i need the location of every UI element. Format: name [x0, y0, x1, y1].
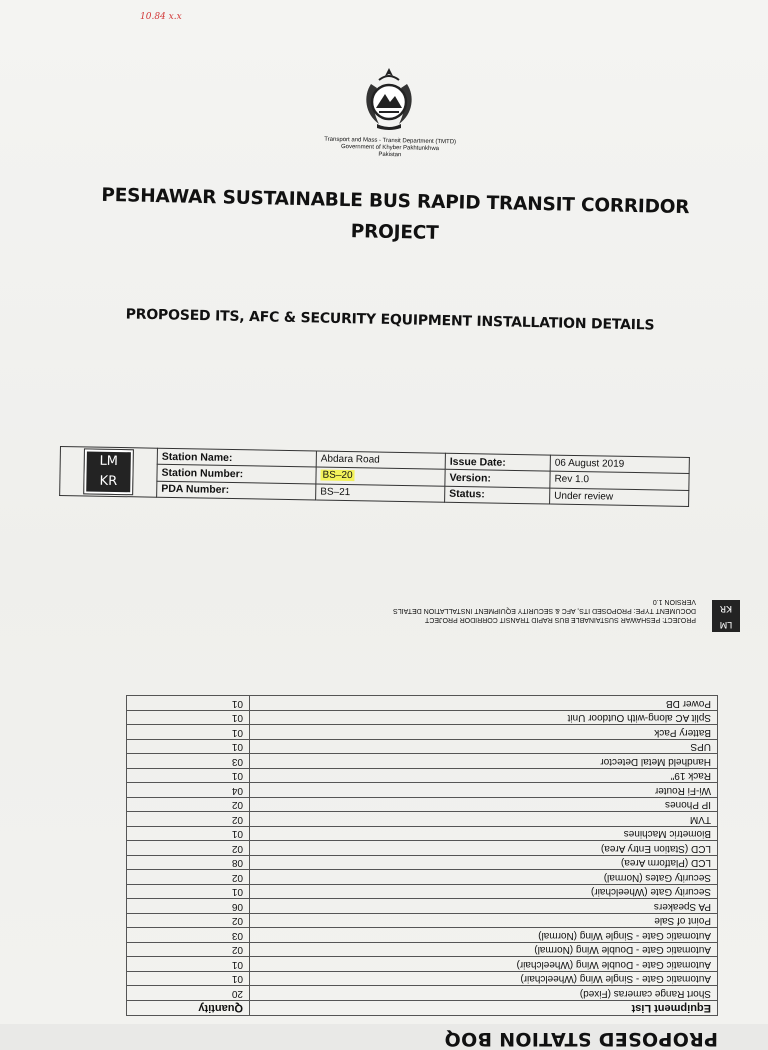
table-row — [127, 899, 718, 914]
equipment-cell: Point of Sale — [250, 914, 718, 929]
issue-date-label: Issue Date: — [445, 453, 550, 471]
equipment-cell: Biometric Machines — [250, 827, 718, 842]
quantity-cell: 02 — [127, 798, 250, 813]
equipment-cell: Split AC along-with Outdoor Unit — [250, 711, 718, 726]
version-value: Rev 1.0 — [550, 471, 689, 490]
station-info-table — [59, 446, 690, 519]
equipment-cell: Security Gate (Wheelchair) — [250, 885, 718, 900]
table-row — [127, 696, 718, 711]
equipment-cell: Short Range cameras (Fixed) — [250, 986, 718, 1001]
department-caption: Transport and Mass - Transit Department (TMTD) Government of Khyber Pakhtunkhwa Pakistan — [324, 136, 457, 159]
equipment-cell: UPS — [250, 740, 718, 755]
boq-title: PROPOSED STATION BOQ — [444, 1028, 718, 1050]
quantity-cell: 01 — [127, 827, 250, 842]
status-value: Under review — [550, 488, 689, 507]
quantity-cell: 01 — [127, 740, 250, 755]
quantity-cell: 01 — [127, 769, 250, 784]
table-row — [127, 986, 718, 1001]
pda-number-value: BS–21 — [316, 484, 445, 503]
quantity-cell: 04 — [127, 783, 250, 798]
station-name-value: Abdara Road — [316, 451, 445, 470]
table-row — [127, 885, 718, 900]
table-row — [127, 783, 718, 798]
pda-number-label: PDA Number: — [157, 481, 316, 500]
table-row — [127, 870, 718, 885]
table-row — [127, 943, 718, 958]
equipment-cell: Automatic Gate - Single Wing (Normal) — [250, 928, 718, 943]
quantity-cell: 02 — [127, 841, 250, 856]
table-row — [127, 725, 718, 740]
equipment-cell: Battery Pack — [250, 725, 718, 740]
quantity-cell: 03 — [127, 754, 250, 769]
lmkr-small-logo: LM KR — [712, 600, 740, 632]
table-row — [127, 928, 718, 943]
table-row — [127, 769, 718, 784]
table-row — [127, 827, 718, 842]
table-row — [127, 856, 718, 871]
quantity-cell: 01 — [127, 957, 250, 972]
boq-table — [126, 696, 718, 1017]
quantity-cell: 02 — [127, 914, 250, 929]
boq-page-header: PROJECT: PESHAWAR SUSTAINABLE BUS RAPID TRANSIT CORRIDOR PROJECT DOCUMENT TYPE: PROPOSED ITS, AFC & SECURITY EQUIPMENT INSTALLATION DETAILS VERSION 1.0 — [393, 598, 696, 623]
equipment-cell: Handheld Metal Detector — [250, 754, 718, 769]
equipment-cell: Wi-Fi Router — [250, 783, 718, 798]
quantity-cell: 02 — [127, 812, 250, 827]
station-name-label: Station Name: — [157, 448, 316, 467]
quantity-cell: 08 — [127, 856, 250, 871]
equipment-cell: IP Phones — [250, 798, 718, 813]
table-row — [127, 754, 718, 769]
equipment-cell: Security Gates (Normal) — [250, 870, 718, 885]
quantity-cell: 01 — [127, 711, 250, 726]
equipment-cell: Automatic Gate - Double Wing (Normal) — [250, 943, 718, 958]
issue-date-value: 06 August 2019 — [550, 455, 689, 474]
table-row — [127, 798, 718, 813]
table-row — [127, 740, 718, 755]
equipment-cell: PA Speakers — [250, 899, 718, 914]
equipment-cell: Rack 19" — [250, 769, 718, 784]
document-title: PESHAWAR SUSTAINABLE BUS RAPID TRANSIT CORRIDOR PROJECT — [101, 184, 690, 244]
station-number-label: Station Number: — [157, 465, 316, 484]
handwritten-note: 10.84 x.x — [140, 12, 182, 22]
quantity-cell: 01 — [127, 696, 250, 711]
table-row — [127, 914, 718, 929]
equipment-cell: TVM — [250, 812, 718, 827]
equipment-cell: LCD (Station Entry Area) — [250, 841, 718, 856]
quantity-cell: 02 — [127, 870, 250, 885]
equipment-cell: Power DB — [250, 696, 718, 711]
upside-down-boq-page — [0, 540, 768, 1050]
version-label: Version: — [445, 470, 550, 488]
equipment-cell: Automatic Gate - Double Wing (Wheelchair) — [250, 957, 718, 972]
lmkr-logo: LM KR — [84, 449, 133, 494]
equipment-column-header: Equipment List — [250, 1001, 718, 1016]
quantity-cell: 02 — [127, 943, 250, 958]
quantity-column-header: Quantity — [127, 1001, 250, 1016]
table-row — [127, 957, 718, 972]
equipment-cell: Automatic Gate - Single Wing (Wheelchair) — [250, 972, 718, 987]
status-label: Status: — [445, 486, 550, 504]
quantity-cell: 06 — [127, 899, 250, 914]
government-emblem-icon — [357, 62, 421, 132]
equipment-cell: LCD (Platform Area) — [250, 856, 718, 871]
table-row — [127, 812, 718, 827]
station-number-value: BS–20 — [322, 470, 353, 482]
quantity-cell: 01 — [127, 885, 250, 900]
table-row — [127, 972, 718, 987]
quantity-cell: 03 — [127, 928, 250, 943]
quantity-cell: 20 — [127, 986, 250, 1001]
quantity-cell: 01 — [127, 972, 250, 987]
table-row — [127, 711, 718, 726]
table-row — [127, 841, 718, 856]
document-subtitle: PROPOSED ITS, AFC & SECURITY EQUIPMENT INSTALLATION DETAILS — [125, 306, 655, 334]
quantity-cell: 01 — [127, 725, 250, 740]
